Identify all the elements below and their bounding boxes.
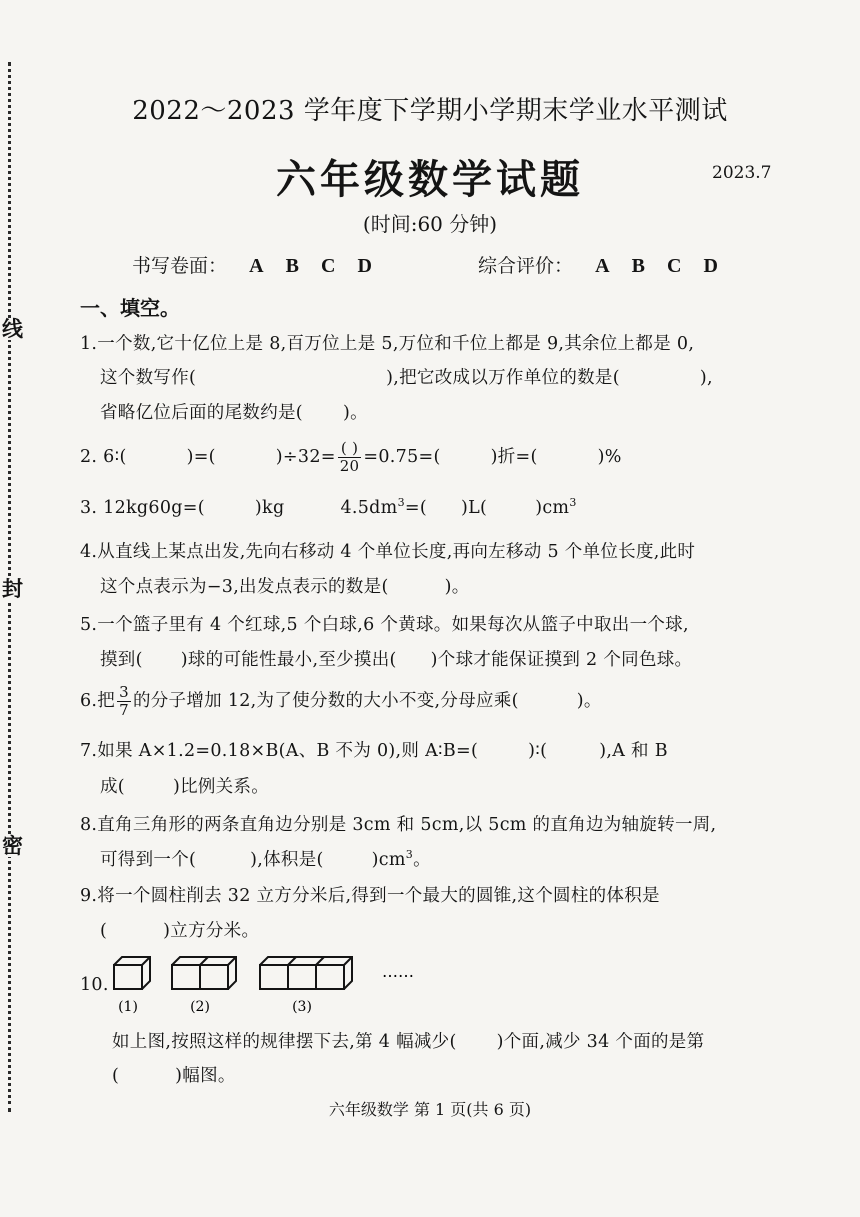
grade-option-d: D — [703, 255, 718, 277]
q2-fraction: $\frac{( )}{20}$ — [339, 439, 360, 475]
q6-fraction: $\frac{3}{7}$ — [119, 683, 129, 719]
overall-grade-row — [478, 251, 718, 278]
figure-label-2: (2) — [190, 999, 210, 1015]
section-heading: 一、填空。 — [80, 296, 180, 320]
q3-line: 3. 12kg60g=( )kg $4.5dm^3=$( )L( )$cm^3$ — [80, 496, 577, 518]
grade-option-a: A — [249, 255, 264, 277]
seal-char-secret: 密 — [2, 834, 23, 858]
writing-grade-row — [132, 251, 372, 278]
exam-date: 2023.7 — [712, 163, 772, 183]
exam-title: 2022～2023 学年度下学期小学期末学业水平测试 — [132, 96, 728, 126]
time-note: (时间:60 分钟) — [362, 212, 498, 236]
grade-option-b: B — [631, 255, 645, 277]
cube-figure-2 — [172, 957, 236, 989]
page-footer: 六年级数学 第 1 页(共 6 页) — [328, 1100, 532, 1119]
q8-line1: 8.直角三角形的两条直角边分别是 3cm 和 5cm,以 5cm 的直角边为轴旋转一周, — [80, 815, 717, 835]
q1-line2: 这个数写作( ),把它改成以万作单位的数是( ), — [100, 368, 713, 388]
q7-line2: 成( )比例关系。 — [100, 777, 270, 797]
grade-option-c: C — [320, 255, 336, 277]
grade-option-d: D — [357, 255, 372, 277]
q1-line3: 省略亿位后面的尾数约是( )。 — [100, 403, 368, 423]
grade-option-a: A — [595, 255, 610, 277]
seal-char-line: 线 — [2, 317, 23, 341]
main-title: 六年级数学试题 — [276, 157, 584, 203]
q10-line2: ( )幅图。 — [112, 1066, 236, 1086]
grade-option-c: C — [666, 255, 682, 277]
grade-option-b: B — [285, 255, 299, 277]
q9-line1: 9.将一个圆柱削去 32 立方分米后,得到一个最大的圆锥,这个圆柱的体积是 — [80, 886, 660, 906]
q7-line1: 7.如果 A×1.2=0.18×B(A、B 不为 0),则 A∶B=( )∶( ),A 和 B — [80, 741, 668, 761]
overall-label: 综合评价： — [478, 255, 574, 277]
q8-line2: 可得到一个( ),体积是( )$cm^3$。 — [100, 848, 431, 870]
q5-line2: 摸到( )球的可能性最小,至少摸出( )个球才能保证摸到 2 个同色球。 — [100, 650, 693, 670]
q1-line1: 1.一个数,它十亿位上是 8,百万位上是 5,万位和千位上都是 9,其余位上都是 0, — [80, 334, 695, 354]
q4-line1: 4.从直线上某点出发,先向右移动 4 个单位长度,再向左移动 5 个单位长度,此时 — [80, 542, 696, 562]
q5-line1: 5.一个篮子里有 4 个红球,5 个白球,6 个黄球。如果每次从篮子中取出一个球, — [80, 615, 689, 635]
q9-line2: ( )立方分米。 — [100, 921, 260, 941]
q4-line2: 这个点表示为−3,出发点表示的数是( )。 — [100, 577, 470, 597]
q2-line: 2. 6∶( )=( )÷32= $\frac{( )}{20}$ =0.75=( )折=( )% — [80, 439, 622, 475]
q10-line1: 如上图,按照这样的规律摆下去,第 4 幅减少( )个面,减少 34 个面的是第 — [112, 1032, 705, 1052]
q6-line: 6.把 $\frac{3}{7}$ 的分子增加 12,为了使分数的大小不变,分母应乘( )。 — [80, 683, 602, 719]
seal-char-seal: 封 — [2, 577, 23, 601]
figure-ellipsis: …… — [382, 962, 414, 981]
cube-figure-3 — [260, 957, 352, 989]
figure-label-1: (1) — [118, 999, 138, 1015]
cube-figure-1 — [114, 957, 150, 989]
q10-number: 10. — [80, 975, 109, 995]
writing-label: 书写卷面： — [132, 255, 228, 277]
figure-label-3: (3) — [292, 999, 312, 1015]
